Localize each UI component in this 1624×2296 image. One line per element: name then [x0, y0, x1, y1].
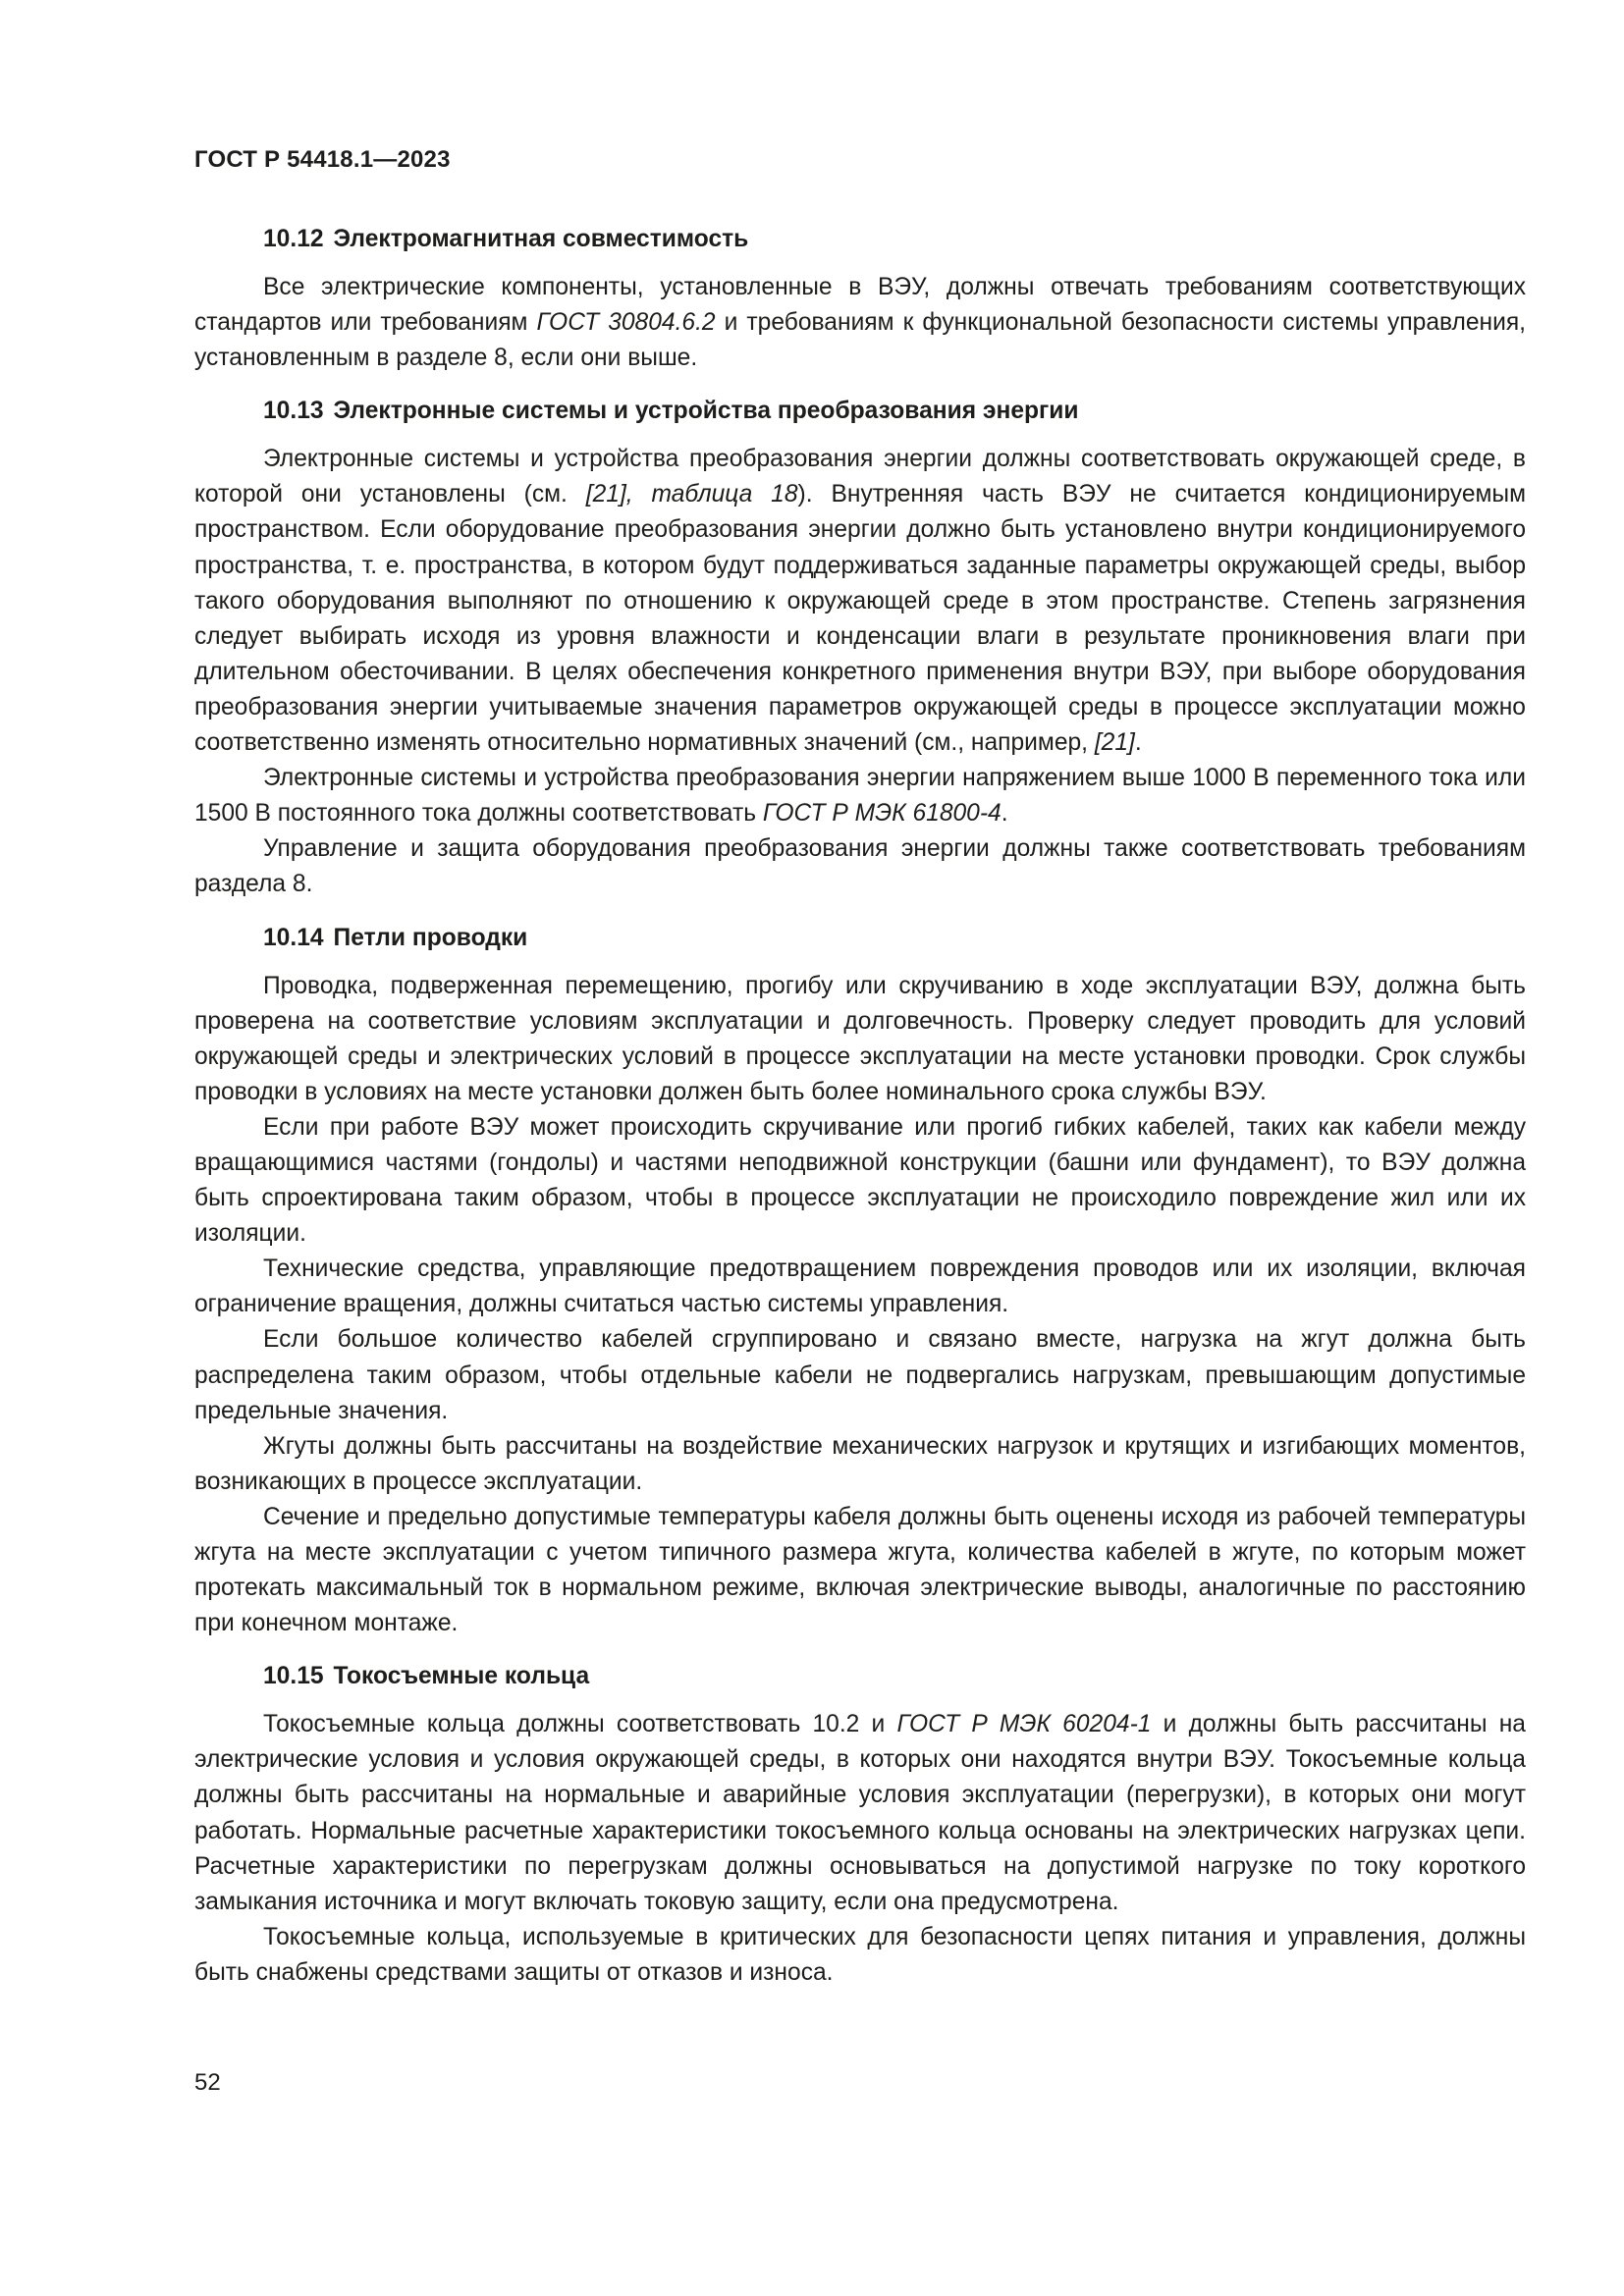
text-run: Если большое количество кабелей сгруппировано и связано вместе, нагрузка на жгут должна быть распределена таким образом, чтобы отдельные кабели не подвергались нагрузкам, превышающим допустимые предельные значения.: [194, 1326, 1526, 1424]
text-run: Сечение и предельно допустимые температуры кабеля должны быть оценены исходя из рабочей температуры жгута на месте эксплуатации с учетом типичного размера жгута, количества кабелей в жгуте, по которым может протекать максимальный ток в нормальном режиме, включая электрические выводы, аналогичные по расстоянию при конечном монтаже.: [194, 1503, 1526, 1637]
paragraph: [194, 1252, 1526, 1322]
text-run: Электронные системы и устройства преобразования энергии должны соответствовать окружающей среде, в которой они установлены (см.: [194, 446, 1526, 508]
section-10-12: [194, 222, 1526, 376]
paragraph: [194, 1707, 1526, 1920]
section-heading: [194, 222, 1526, 257]
text-run: .: [1001, 800, 1008, 828]
section-title: Электронные системы и устройства преобразования энергии: [333, 398, 1079, 425]
section-heading: [194, 921, 1526, 956]
paragraph: [194, 270, 1526, 376]
normative-reference: ГОСТ Р МЭК 61800-4: [762, 800, 1001, 828]
section-title: Токосъемные кольца: [333, 1663, 590, 1690]
paragraph: [194, 831, 1526, 902]
text-run: и требованиям к функциональной безопасности системы управления, установленным в разделе 8, если они выше.: [194, 309, 1527, 372]
section-title: Петли проводки: [333, 924, 528, 951]
text-run: Управление и защита оборудования преобразования энергии должны также соответствовать требованиям раздела 8.: [194, 835, 1526, 898]
section-number: 10.13: [263, 398, 324, 425]
text-run: .: [1134, 729, 1142, 757]
paragraph: [194, 1322, 1526, 1428]
document-header: ГОСТ Р 54418.1—2023: [194, 146, 451, 173]
page-number: 52: [194, 2069, 221, 2096]
section-heading: [194, 394, 1526, 429]
text-run: Технические средства, управляющие предотвращением повреждения проводов или их изоляции, включая ограничение вращения, должны считаться частью системы управления.: [194, 1255, 1526, 1318]
section-number: 10.12: [263, 226, 324, 252]
text-run: Токосъемные кольца, используемые в критических для безопасности цепях питания и управления, должны быть снабжены средствами защиты от отказов и износа.: [194, 1923, 1526, 1986]
normative-reference: [21], таблица 18: [585, 481, 798, 508]
paragraph: [194, 969, 1526, 1110]
text-run: Жгуты должны быть рассчитаны на воздействие механических нагрузок и крутящих и изгибающих моментов, возникающих в процессе эксплуатации.: [194, 1432, 1526, 1495]
text-run: Все электрические компоненты, установленные в ВЭУ, должны отвечать требованиям соответствующих стандартов или требованиям: [194, 274, 1526, 337]
document-body: [194, 222, 1526, 2008]
paragraph: [194, 1110, 1526, 1252]
text-run: и должны быть рассчитаны на электрические условия и условия окружающей среды, в которых они находятся внутри ВЭУ. Токосъемные кольца должны быть рассчитаны на нормальные и аварийные условия эксплуатации (перегрузки), в которых они могут работать. Нормальные расчетные характеристики токосъемного кольца основаны на электрических нагрузках цепи. Расчетные характеристики по перегрузкам должны основываться на допустимой нагрузке по току короткого замыкания источника и могут включать токовую защиту, если она предусмотрена.: [194, 1711, 1526, 1915]
paragraph: [194, 1500, 1526, 1641]
section-heading: [194, 1659, 1526, 1694]
section-10-15: [194, 1659, 1526, 1991]
section-10-14: [194, 921, 1526, 1642]
paragraph: [194, 761, 1526, 831]
normative-reference: ГОСТ Р МЭК 60204-1: [896, 1711, 1152, 1738]
paragraph: [194, 1920, 1526, 1991]
text-run: Проводка, подверженная перемещению, прогибу или скручиванию в ходе эксплуатации ВЭУ, должна быть проверена на соответствие условиям эксплуатации и долговечность. Проверку следует проводить для условий окружающей среды и электрических условий в процессе эксплуатации на месте установки проводки. Срок службы проводки в условиях на месте установки должен быть более номинального срока службы ВЭУ.: [194, 972, 1526, 1105]
section-title: Электромагнитная совместимость: [333, 226, 749, 252]
text-run: ). Внутренняя часть ВЭУ не считается кондиционируемым пространством. Если оборудование преобразования энергии должно быть установлено внутри кондиционируемого пространства, т. е. пространства, в котором будут поддерживаться заданные параметры окружающей среды, выбор такого оборудования выполняют по отношению к окружающей среде в этом пространстве. Степень загрязнения следует выбирать исходя из уровня влажности и конденсации влаги в результате проникновения влаги при длительном обесточивании. В целях обеспечения конкретного применения внутри ВЭУ, при выборе оборудования преобразования энергии учитываемые значения параметров окружающей среды в процессе эксплуатации можно соответственно изменять относительно нормативных значений (см., например,: [194, 481, 1526, 757]
paragraph: [194, 442, 1526, 761]
text-run: Токосъемные кольца должны соответствовать 10.2 и: [263, 1711, 897, 1738]
section-number: 10.14: [263, 924, 324, 951]
normative-reference: ГОСТ 30804.6.2: [536, 309, 716, 337]
section-number: 10.15: [263, 1663, 324, 1690]
section-10-13: [194, 394, 1526, 902]
paragraph: [194, 1429, 1526, 1500]
text-run: Электронные системы и устройства преобразования энергии напряжением выше 1000 В переменного тока или 1500 В постоянного тока должны соответствовать: [194, 765, 1526, 828]
normative-reference: [21]: [1094, 729, 1135, 757]
text-run: Если при работе ВЭУ может происходить скручивание или прогиб гибких кабелей, таких как кабели между вращающимися частями (гондолы) и частями неподвижной конструкции (башни или фундамент), то ВЭУ должна быть спроектирована таким образом, чтобы в процессе эксплуатации не происходило повреждение жил или их изоляции.: [194, 1113, 1526, 1248]
